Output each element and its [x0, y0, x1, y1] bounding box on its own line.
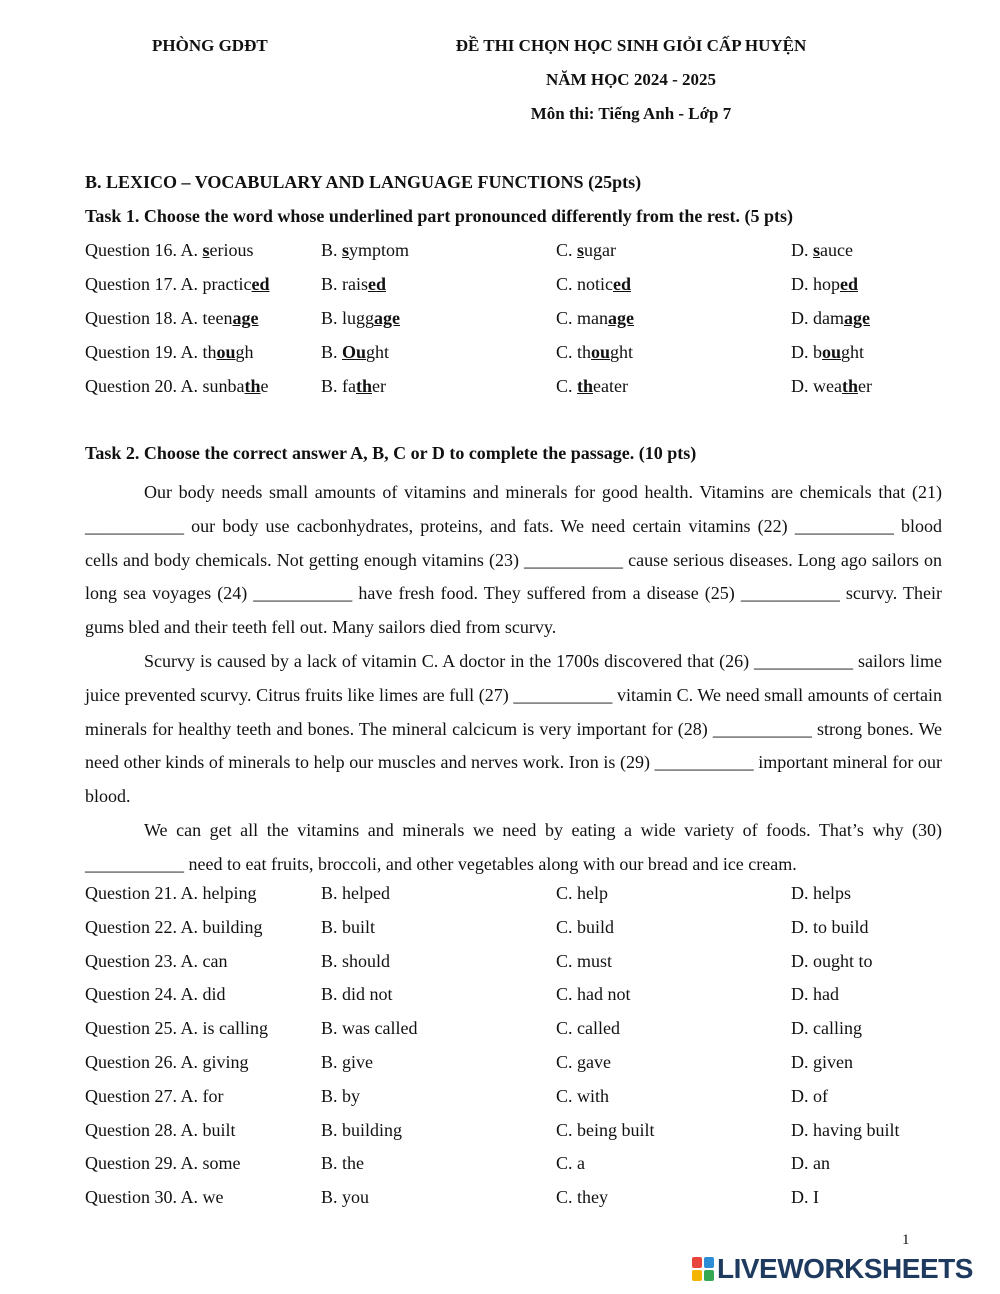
task1-title: Task 1. Choose the word whose underlined part pronounced differently from the rest. (5 pts)	[85, 206, 794, 226]
question-label: Question 27.	[85, 1085, 177, 1106]
underlined-part: age	[232, 308, 259, 328]
option-b	[321, 1052, 373, 1073]
option-d	[791, 376, 872, 397]
option-text: C. must	[556, 950, 613, 971]
option-a	[85, 951, 228, 972]
logo-mark-square-3	[692, 1270, 702, 1281]
question-label: Question 20.	[85, 376, 177, 396]
option-c	[556, 274, 631, 295]
question-label: Question 24.	[85, 984, 177, 1005]
exam-subject: Môn thi: Tiếng Anh - Lớp 7	[530, 104, 732, 123]
option-text: A. built	[180, 1119, 236, 1140]
option-b	[321, 1120, 402, 1141]
logo-text: LIVEWORKSHEETS	[717, 1253, 973, 1284]
question-label: Question 25.	[85, 1018, 177, 1039]
option-text-start: D. hop	[791, 274, 840, 294]
option-text: A. giving	[180, 1052, 249, 1072]
question-label: Question 18.	[85, 308, 177, 328]
option-a	[85, 1086, 224, 1107]
underlined-part: th	[244, 376, 261, 396]
passage-paragraph-2: Scurvy is caused by a lack of vitamin C. A doctor in the 1700s discovered that (26) ___________ sailors lime juice prevented scurvy. Citrus fruits like limes are full (27) ___________ vitamin C. We need small amounts of certain minerals for healthy teeth and bones. The mineral calcicum is very important for (28) ___________ strong bones. We need other kinds of minerals to help our muscles and nerves work. Iron is (29) ___________ important mineral for our blood.	[85, 650, 942, 807]
option-a	[85, 1153, 241, 1174]
question-label: Question 19.	[85, 342, 177, 362]
option-d	[791, 883, 851, 904]
question-label: Question 28.	[85, 1119, 177, 1140]
question-label: Question 21.	[85, 883, 177, 903]
option-c	[556, 342, 633, 363]
option-text: C. a	[556, 1153, 585, 1174]
option-b	[321, 376, 386, 397]
option-d	[791, 274, 858, 295]
option-text-end: gh	[235, 342, 254, 362]
underlined-part: ed	[840, 274, 858, 294]
option-a	[85, 240, 254, 261]
option-a	[85, 1018, 268, 1039]
exam-title: ĐỀ THI CHỌN HỌC SINH GIỎI CẤP HUYỆN	[455, 36, 807, 55]
option-text: C. build	[556, 916, 615, 937]
option-c	[556, 1120, 655, 1141]
option-d	[791, 1018, 862, 1039]
option-c	[556, 1018, 620, 1039]
option-text: B. give	[321, 1052, 373, 1072]
option-a	[85, 883, 257, 904]
option-a	[85, 1187, 224, 1208]
option-b	[321, 1086, 360, 1107]
option-text-end: eater	[593, 376, 628, 396]
option-text-end: auce	[820, 240, 853, 260]
option-d	[791, 1086, 828, 1107]
underlined-part: age	[374, 308, 401, 328]
option-d	[791, 240, 853, 261]
option-d	[791, 917, 869, 938]
option-b	[321, 917, 375, 938]
task1-question-row	[85, 342, 945, 366]
option-text-start: D. wea	[791, 376, 842, 396]
logo-mark-square-2	[704, 1257, 714, 1268]
task2-question-row	[85, 1187, 945, 1211]
option-a	[85, 917, 263, 938]
option-a	[85, 1052, 249, 1073]
question-label: Question 22.	[85, 916, 177, 937]
option-text-end: er	[858, 376, 872, 396]
underlined-part: Ou	[342, 342, 367, 362]
option-b	[321, 1187, 369, 1208]
option-text: A. did	[180, 984, 226, 1005]
option-text: D. to build	[791, 916, 869, 937]
option-text: A. some	[180, 1153, 241, 1174]
question-label: Question 26.	[85, 1052, 177, 1072]
question-label: Question 17.	[85, 274, 177, 294]
department-label: PHÒNG GDĐT	[152, 36, 268, 55]
option-text-start: D. dam	[791, 308, 844, 328]
underlined-part: th	[841, 376, 858, 396]
option-text-start: B.	[321, 342, 343, 362]
option-b	[321, 1153, 364, 1174]
option-a	[85, 1120, 236, 1141]
underlined-part: ed	[613, 274, 631, 294]
option-text-end: ght	[841, 342, 865, 362]
option-text: B. should	[321, 950, 391, 971]
option-text-start: B. fa	[321, 376, 356, 396]
liveworksheets-logo	[692, 1254, 973, 1284]
option-text: B. building	[321, 1119, 403, 1140]
question-label: Question 16.	[85, 240, 177, 260]
option-text: B. helped	[321, 883, 390, 903]
underlined-part: ed	[368, 274, 386, 294]
option-text-start: A. sunba	[180, 376, 245, 396]
logo-mark-square-4	[704, 1270, 714, 1281]
underlined-part: ou	[216, 342, 236, 362]
option-text: B. was called	[321, 1018, 418, 1039]
task2-question-row	[85, 1018, 945, 1042]
underlined-part: s	[577, 240, 585, 260]
option-text: D. given	[791, 1052, 853, 1072]
option-text-start: A. practic	[180, 274, 252, 294]
underlined-part: ou	[822, 342, 842, 362]
option-a	[85, 274, 269, 295]
option-text-start: B. rais	[321, 274, 368, 294]
task1-question-row	[85, 376, 945, 400]
underlined-part: s	[202, 240, 210, 260]
option-c	[556, 1086, 609, 1107]
option-c	[556, 308, 634, 329]
option-text-end: ght	[366, 342, 390, 362]
underlined-part: ed	[251, 274, 270, 294]
task2-question-row	[85, 1120, 945, 1144]
option-c	[556, 240, 616, 261]
option-c	[556, 917, 614, 938]
option-text: D. helps	[791, 883, 851, 903]
option-text: D. of	[791, 1085, 828, 1106]
option-text: B. built	[321, 916, 376, 937]
option-b	[321, 274, 386, 295]
option-c	[556, 1153, 585, 1174]
option-text: B. by	[321, 1085, 361, 1106]
task2-question-row	[85, 917, 945, 941]
option-text: B. did not	[321, 984, 393, 1005]
question-label: Question 23.	[85, 950, 177, 971]
option-c	[556, 984, 631, 1005]
option-d	[791, 984, 839, 1005]
option-text: C. they	[556, 1187, 608, 1208]
option-text-start: D.	[791, 240, 813, 260]
option-b	[321, 308, 400, 329]
option-text-start: C.	[556, 376, 578, 396]
option-a	[85, 376, 269, 397]
page-number: 1	[902, 1232, 910, 1248]
task1-question-row	[85, 240, 945, 264]
option-text-end: er	[372, 376, 386, 396]
option-text-start: D. b	[791, 342, 822, 362]
underlined-part: th	[356, 376, 373, 396]
option-d	[791, 308, 870, 329]
task2-question-row	[85, 1086, 945, 1110]
underlined-part: s	[342, 240, 350, 260]
option-a	[85, 984, 226, 1005]
option-text: C. called	[556, 1018, 620, 1039]
option-text-end: ymptom	[349, 240, 410, 260]
option-c	[556, 883, 608, 904]
option-c	[556, 376, 628, 397]
option-text: B. the	[321, 1153, 364, 1174]
option-text: C. had not	[556, 984, 631, 1005]
option-text-start: B. lugg	[321, 308, 375, 328]
option-d	[791, 1187, 819, 1208]
option-text-end: e	[260, 376, 269, 396]
passage-paragraph-1: Our body needs small amounts of vitamins and minerals for good health. Vitamins are chemicals that (21) ___________ our body use cacbonhydrates, proteins, and fats. We need certain vitamins (22) ___________ blood cells and body chemicals. Not getting enough vitamins (23) ___________ cause serious diseases. Long ago sailors on long sea voyages (24) ___________ have fresh food. They suffered from a disease (25) ___________ scurvy. Their gums bled and their teeth fell out. Many sailors died from scurvy.	[85, 482, 942, 638]
option-text-start: C. th	[556, 342, 592, 362]
option-b	[321, 984, 393, 1005]
option-text-end: ght	[610, 342, 634, 362]
option-text: B. you	[321, 1187, 370, 1208]
option-b	[321, 240, 409, 261]
reading-passage	[85, 476, 942, 882]
option-text: A. for	[180, 1085, 224, 1106]
section-title: B. LEXICO – VOCABULARY AND LANGUAGE FUNCTIONS (25pts)	[85, 172, 642, 192]
option-text: D. calling	[791, 1018, 862, 1039]
option-text-start: C. man	[556, 308, 608, 328]
task1-question-row	[85, 274, 945, 298]
option-text-start: C.	[556, 240, 578, 260]
option-text: A. helping	[180, 883, 257, 903]
task2-question-row	[85, 883, 945, 907]
task2-question-row	[85, 1153, 945, 1177]
option-text-start: B.	[321, 240, 343, 260]
option-text-start: A.	[180, 240, 203, 260]
option-text: C. being built	[556, 1119, 655, 1140]
option-text: D. ought to	[791, 950, 873, 971]
option-d	[791, 1052, 853, 1073]
option-a	[85, 342, 254, 363]
school-year: NĂM HỌC 2024 - 2025	[546, 70, 716, 89]
option-c	[556, 1187, 608, 1208]
option-text: A. can	[180, 950, 228, 971]
underlined-part: ou	[591, 342, 611, 362]
task2-question-row	[85, 951, 945, 975]
option-text-start: A. teen	[180, 308, 233, 328]
logo-mark-square-1	[692, 1257, 702, 1268]
underlined-part: age	[844, 308, 870, 328]
option-text-end: ugar	[584, 240, 617, 260]
task2-question-row	[85, 984, 945, 1008]
option-text: A. building	[180, 916, 263, 937]
option-c	[556, 1052, 611, 1073]
option-d	[791, 951, 873, 972]
option-text: A. we	[180, 1187, 224, 1208]
task2-question-row	[85, 1052, 945, 1076]
question-label: Question 29.	[85, 1153, 177, 1174]
option-text: D. had	[791, 984, 839, 1005]
underlined-part: th	[577, 376, 594, 396]
option-d	[791, 1120, 900, 1141]
option-text: C. gave	[556, 1052, 611, 1072]
option-text-end: erious	[209, 240, 254, 260]
option-b	[321, 1018, 417, 1039]
option-d	[791, 342, 864, 363]
option-d	[791, 1153, 830, 1174]
underlined-part: s	[813, 240, 821, 260]
option-a	[85, 308, 259, 329]
option-c	[556, 951, 612, 972]
option-b	[321, 951, 390, 972]
question-label: Question 30.	[85, 1187, 177, 1208]
option-text: D. an	[791, 1153, 830, 1174]
option-text: A. is calling	[180, 1018, 269, 1039]
option-text: C. help	[556, 883, 608, 903]
option-b	[321, 342, 389, 363]
option-text-start: C. notic	[556, 274, 613, 294]
task2-title: Task 2. Choose the correct answer A, B, C or D to complete the passage. (10 pts)	[85, 443, 697, 463]
option-b	[321, 883, 390, 904]
option-text-start: A. th	[180, 342, 217, 362]
logo-icon	[692, 1257, 714, 1281]
option-text: D. having built	[791, 1119, 900, 1140]
option-text: D. I	[791, 1187, 819, 1208]
task1-question-row	[85, 308, 945, 332]
option-text: C. with	[556, 1085, 610, 1106]
underlined-part: age	[608, 308, 634, 328]
passage-paragraph-3: We can get all the vitamins and minerals we need by eating a wide variety of foods. That’s why (30) ___________ need to eat fruits, broccoli, and other vegetables along with our bread and ice cream.	[85, 819, 942, 874]
